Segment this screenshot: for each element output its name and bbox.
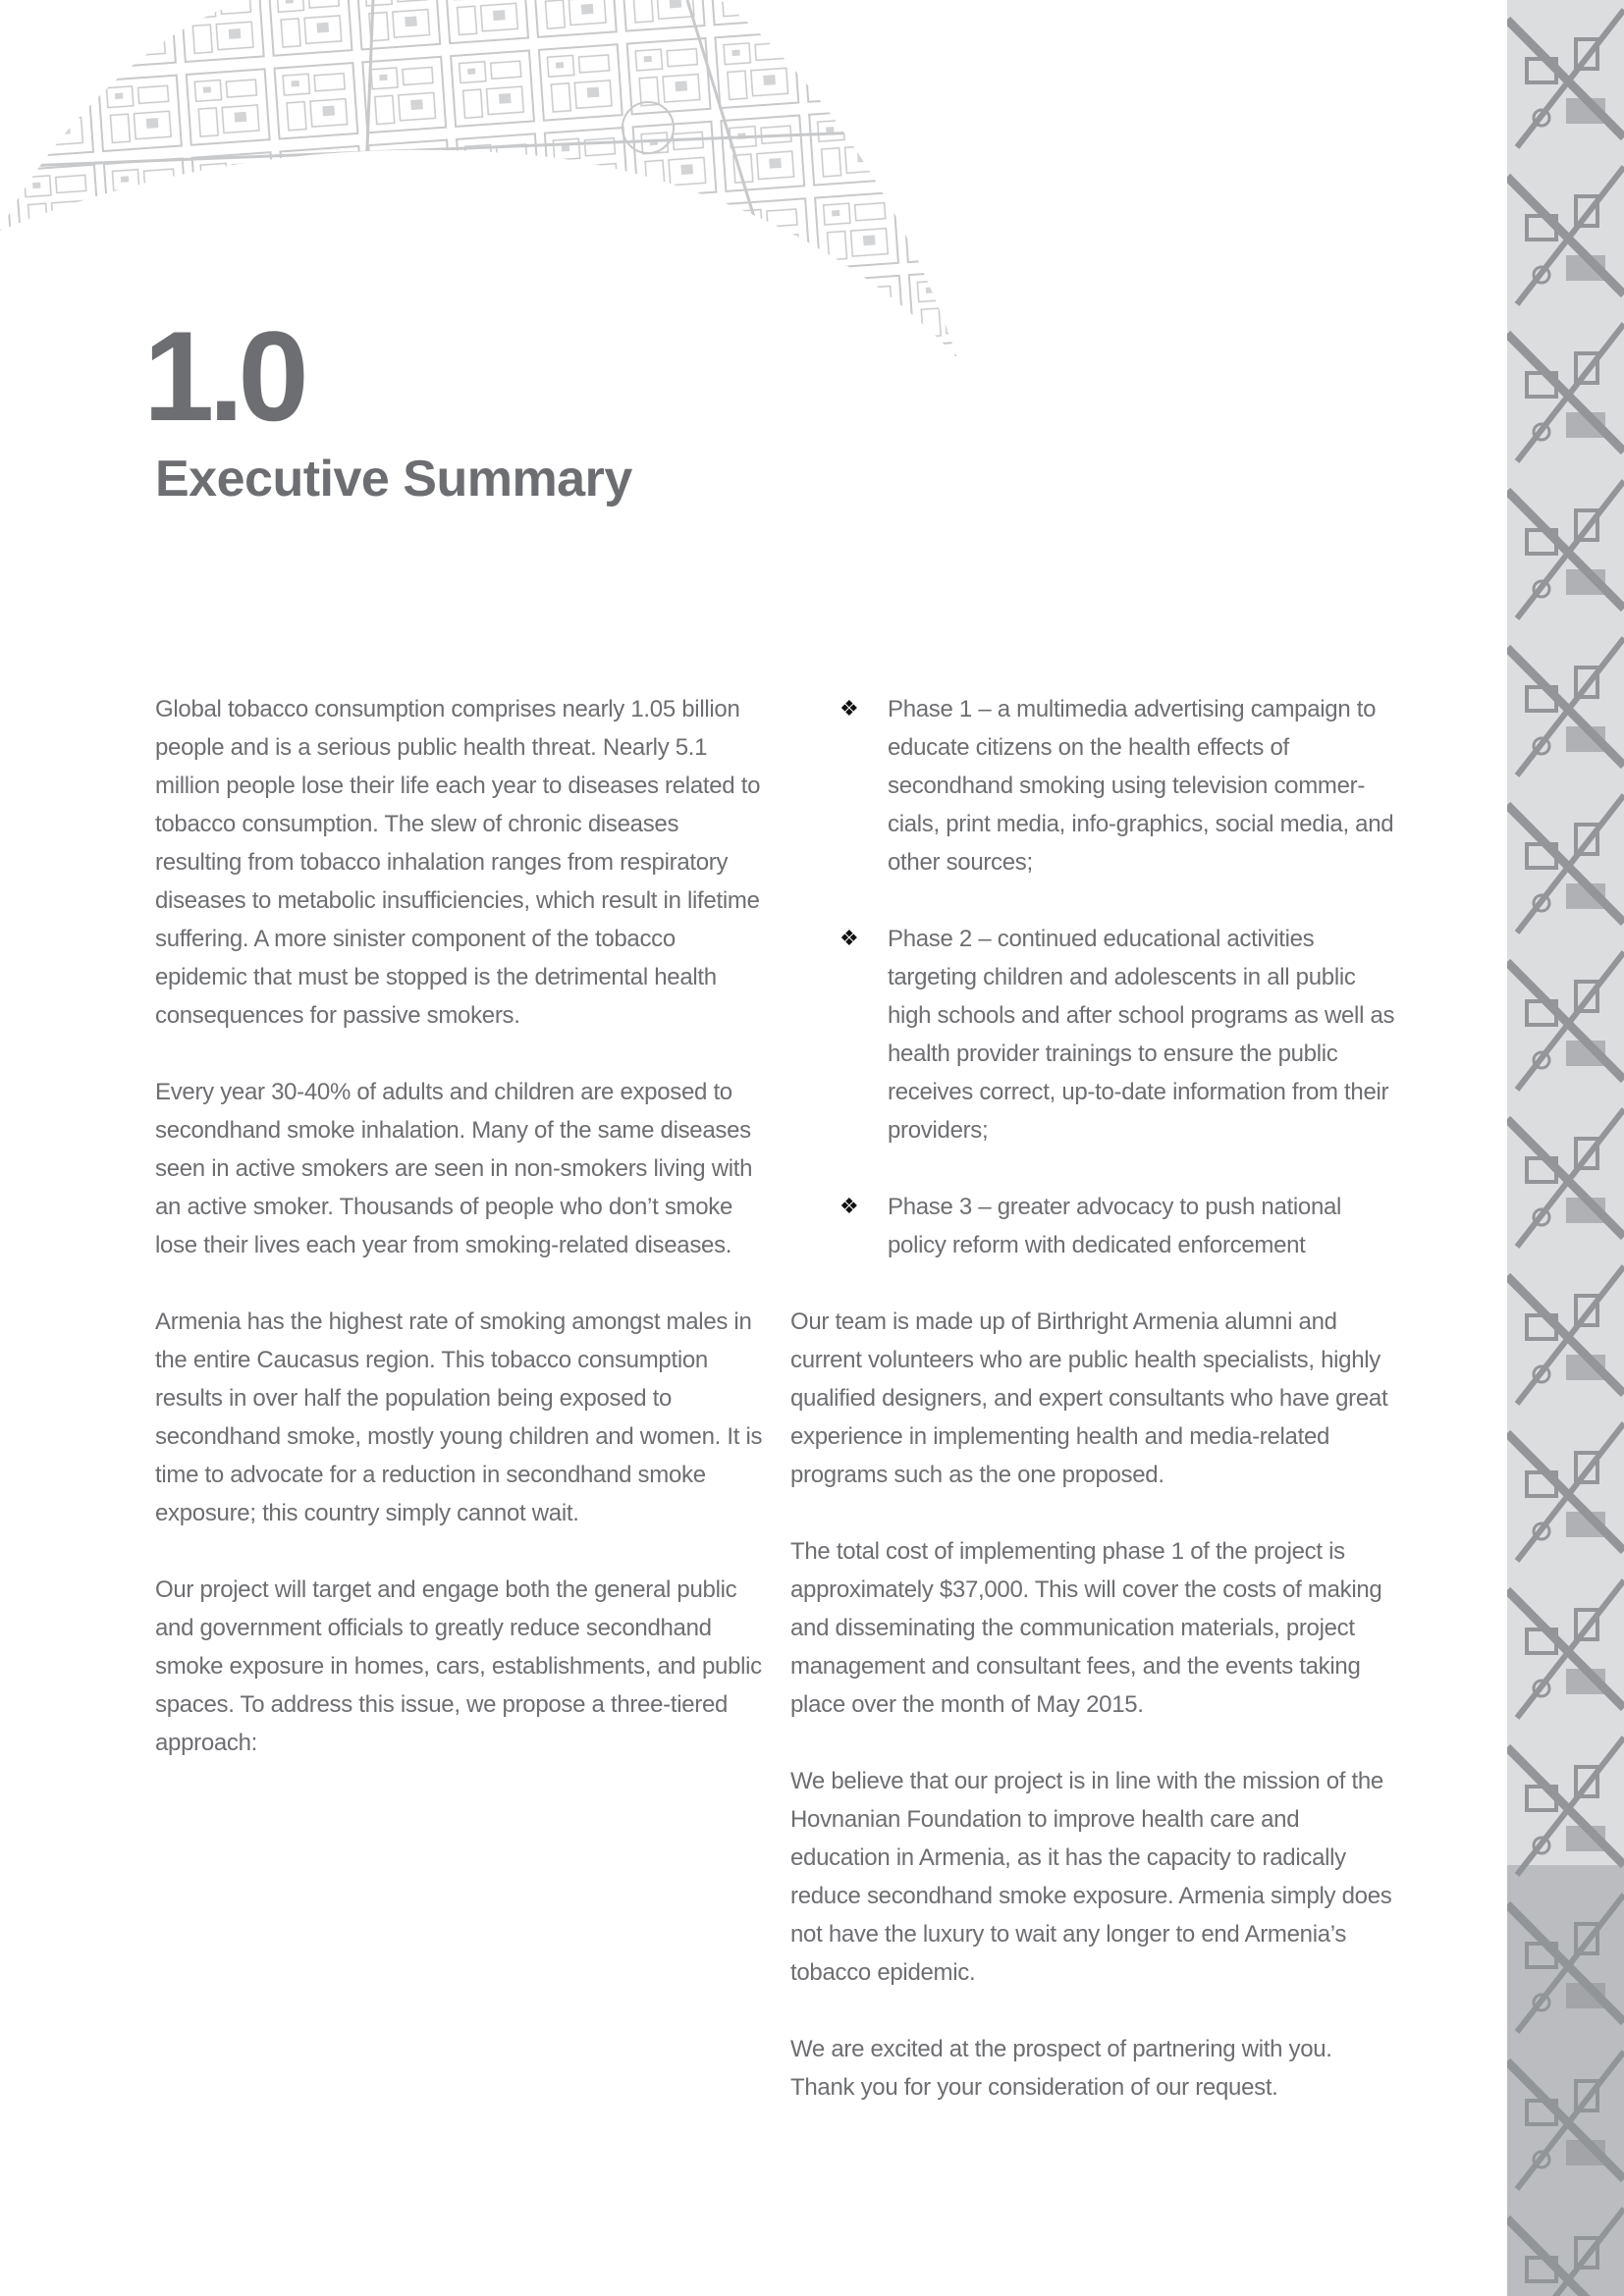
- section-number: 1.0: [143, 304, 303, 448]
- mission-paragraph: We believe that our project is in line with the mission of the Hovnanian Foundation to improve health care and education in Armenia, as it has the capacity to radically reduce secondhand smoke exposure. Armenia simply does not have the luxury to wait any longer to end Armenia’s tobacco epidemic.: [790, 1768, 1392, 1986]
- secondhand-exposure-paragraph: Every year 30-40% of adults and children are exposed to secondhand smoke inhalation. Many of the same diseases seen in active smokers are seen in non-smokers living with an active smoker. Thousands of people who don’t smoke lose their lives each year from smoking-related diseases.: [155, 1079, 753, 1258]
- intro-paragraph: Global tobacco consumption comprises nearly 1.05 billion people and is a serious public health threat. Nearly 5.1 million people lose their life each year to diseases related to tobacco consumption. The slew of chronic diseases resulting from tobacco inhalation ranges from respiratory diseases to metabolic insufficiencies, which result in lifetime suffering. A more sinister component of the tobacco epidemic that must be stopped is the detrimental health consequences for passive smokers.: [155, 696, 761, 1029]
- phase-text: Phase 3 – greater advocacy to push national policy reform with dedicated enforcement: [888, 1194, 1342, 1258]
- diamond-bullet-icon: ❖: [839, 697, 859, 721]
- closing-paragraph: We are excited at the prospect of partnering with you. Thank you for your consideration of our request.: [790, 2036, 1332, 2101]
- left-column: [155, 690, 764, 1800]
- armenia-smoking-paragraph: Armenia has the highest rate of smoking amongst males in the entire Caucasus region. This tobacco consumption results in over half the population being exposed to secondhand smoke, mostly young children and women. It is time to advocate for a reduction in secondhand smoke exposure; this country simply cannot wait.: [155, 1308, 763, 1526]
- project-approach-paragraph: Our project will target and engage both the general public and government officials to greatly reduce secondhand smoke exposure in homes, cars, establishments, and public spaces. To address this issue, we propose a three-tiered approach:: [155, 1576, 762, 1756]
- team-paragraph: Our team is made up of Birthright Armenia alumni and current volunteers who are public health specialists, highly qualified designers, and expert consultants who have great experience in implementing health and media-related programs such as the one proposed.: [790, 1308, 1388, 1488]
- right-column: [790, 690, 1399, 2145]
- cost-paragraph: The total cost of implementing phase 1 of the project is approximately $37,000. This will cover the costs of making and disseminating the communication materials, project management and consultant fees, and the events taking place over the month of May 2015.: [790, 1538, 1382, 1718]
- phase-item-3: [790, 1188, 1399, 1264]
- city-map-strip-icon: [1507, 0, 1624, 2296]
- phase-text: Phase 2 – continued educational activities targeting children and adolescents in all public high schools and after school programs as well as health provider trainings to ensure the public receives correct, up-to-date information from their providers;: [888, 926, 1395, 1144]
- diamond-bullet-icon: ❖: [839, 1195, 859, 1219]
- phase-item-1: [790, 690, 1399, 881]
- section-title: Executive Summary: [155, 451, 632, 507]
- phase-text: Phase 1 – a multimedia advertising campaign to educate citizens on the health effects of secondhand smoking using television commer-cials, print media, info-graphics, social media, and other sources;: [888, 696, 1394, 876]
- phase-list: [790, 690, 1399, 1264]
- phase-item-2: [790, 920, 1399, 1149]
- diamond-bullet-icon: ❖: [839, 927, 859, 951]
